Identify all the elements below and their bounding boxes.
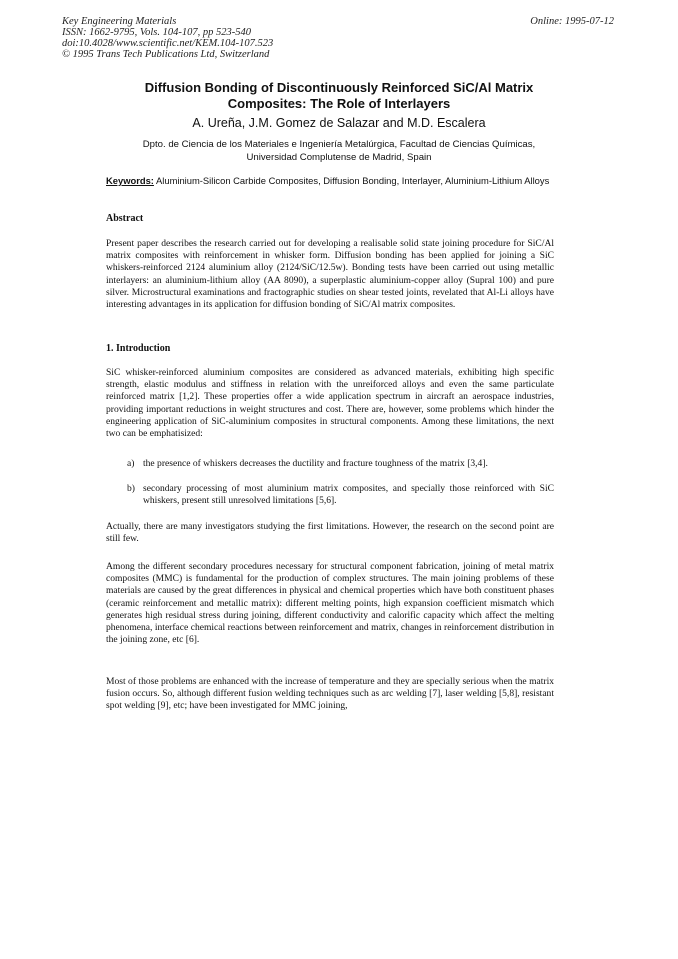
- journal-header: [62, 16, 273, 60]
- list-marker: a): [127, 458, 135, 469]
- paper-title: [100, 80, 578, 111]
- intro-paragraph-3: Among the different secondary procedures necessary for structural component fabrication, joining of metal matrix composites (MMC) is fundamental for the production of complex structures. The main joining problems of these materials are caused by the great differences in physical and chemical properties which have both constituent phases (ceramic reinforcement and metallic matrix): different melting points, high expansion coefficient mismatch which generates high residual stress during joining, different conductivity and calorific capacity which affect the melting phenomena, interface chemical reactions between reinforcement and matrix, changes in reinforcement distribution in the joining zone, etc [6].: [106, 561, 554, 646]
- introduction-heading: 1. Introduction: [106, 343, 171, 354]
- list-item: [127, 458, 554, 470]
- list-item: [127, 483, 554, 507]
- affiliation-line-2: Universidad Complutense de Madrid, Spain: [246, 152, 432, 163]
- list-item-text: the presence of whiskers decreases the ductility and fracture toughness of the matrix [3,4].: [143, 458, 488, 469]
- online-date: Online: 1995-07-12: [530, 16, 614, 27]
- abstract-text: Present paper describes the research carried out for developing a realisable solid state joining procedure for SiC/Al matrix composites with reinforcement in whisker form. Diffusion bonding has been applied for joining a SiC whiskers-reinforced 2124 aluminium alloy (2124/SiC/12.5w). Bonding tests have been carried out using metallic interlayers: an aluminium-lithium alloy (AA 8090), a superplastic aluminium-copper alloy (Supral 100) and pure silver. Microstructural examinations and fractographic studies on shear tested joints, revelated that Al-Li alloys have interesting advantages in its application for diffusion bonding of SiC/Al matrix composites.: [106, 238, 554, 311]
- affiliation: [100, 138, 578, 164]
- issn-line: ISSN: 1662-9795, Vols. 104-107, pp 523-540: [62, 27, 251, 38]
- keywords-label: Keywords:: [106, 175, 154, 186]
- intro-paragraph-4: Most of those problems are enhanced with the increase of temperature and they are specially serious when the matrix fusion occurs. So, although different fusion welding techniques such as arc welding [7], laser welding [5,8], resistant spot welding [9], etc; have been investigated for MMC joining,: [106, 676, 554, 712]
- affiliation-line-1: Dpto. de Ciencia de los Materiales e Ingeniería Metalúrgica, Facultad de Ciencias Químicas,: [142, 139, 536, 150]
- keywords: [106, 175, 554, 188]
- author-list: A. Ureña, J.M. Gomez de Salazar and M.D. Escalera: [192, 116, 486, 130]
- title-line-1: Diffusion Bonding of Discontinuously Reinforced SiC/Al Matrix: [144, 80, 534, 95]
- doi-link[interactable]: doi:10.4028/www.scientific.net/KEM.104-107.523: [62, 38, 274, 49]
- intro-paragraph-1: SiC whisker-reinforced aluminium composites are considered as advanced materials, exhibiting high specific strength, elastic modulus and stiffness in relation with the unreiforced alloys and even the same particulate reinforced matrix [1,2]. These properties offer a wide application spectrum in aircraft an aerospace industries, providing important reductions in weight structures and cost. There are, however, some problems which hinder the engineering application of SiC-aluminium composites in structural components. Among these limitations, the next two can be emphatisized:: [106, 367, 554, 440]
- list-item-text: secondary processing of most aluminium matrix composites, and specially those reinforced with SiC whiskers, present still unresolved limitations [5,6].: [143, 483, 554, 507]
- abstract-heading: Abstract: [106, 213, 144, 224]
- title-line-2: Composites: The Role of Interlayers: [227, 95, 451, 111]
- list-marker: b): [127, 483, 135, 494]
- journal-name: Key Engineering Materials: [62, 16, 177, 27]
- copyright-line: © 1995 Trans Tech Publications Ltd, Switzerland: [62, 49, 270, 60]
- keywords-text: Aluminium-Silicon Carbide Composites, Diffusion Bonding, Interlayer, Aluminium-Lithium Alloys: [156, 175, 550, 186]
- intro-paragraph-2: Actually, there are many investigators studying the first limitations. However, the research on the second point are still few.: [106, 521, 554, 545]
